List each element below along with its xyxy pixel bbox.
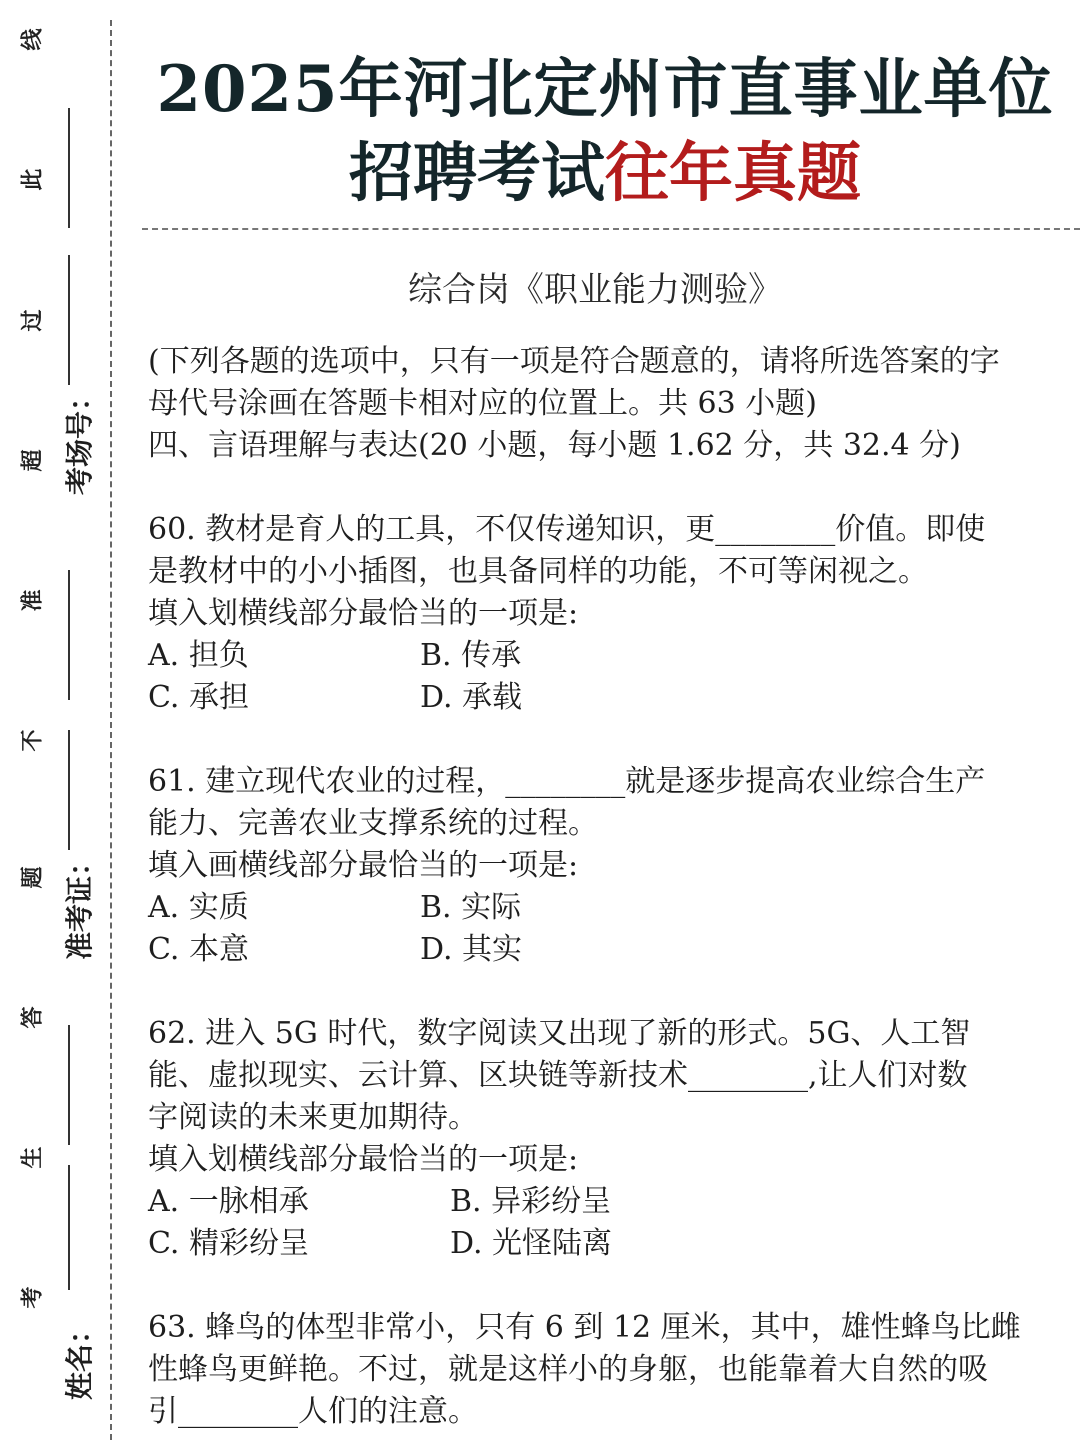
option-c: C. 精彩纷呈 [148,1226,309,1261]
option-d: D. 光怪陆离 [450,1226,613,1261]
option-b: B. 异彩纷呈 [450,1184,612,1219]
option-c: C. 本意 [148,932,249,967]
margin-line [68,730,70,850]
exam-subtitle: 综合岗《职业能力测验》 [408,270,782,310]
fold-dashed-line [110,20,112,1440]
option-d: D. 承载 [420,680,523,715]
question-text: 能、虚拟现实、云计算、区块链等新技术________,让人们对数 [148,1058,968,1093]
title-red-part: 往年真题 [605,136,861,211]
margin-char: 考 [20,1286,46,1309]
title-dark-part: 招聘考试 [349,136,605,211]
margin-char: 答 [20,1006,46,1029]
option-b: B. 传承 [420,638,522,673]
question-prompt: 填入划横线部分最恰当的一项是: [148,1142,579,1177]
margin-char: 线 [20,28,46,51]
name-label: 姓名： [63,1315,96,1400]
section-heading: 四、言语理解与表达(20 小题，每小题 1.62 分，共 32.4 分) [148,428,961,463]
question-text: 性蜂鸟更鲜艳。不过，就是这样小的身躯，也能靠着大自然的吸 [148,1352,988,1387]
question-63 [148,1307,1048,1433]
margin-line [68,1025,70,1145]
margin-line [68,108,70,228]
option-a: A. 一脉相承 [148,1184,309,1219]
margin-char: 此 [20,168,46,191]
header-divider [142,228,1080,230]
page-title-line2 [130,122,1080,214]
question-text: 63. 蜂鸟的体型非常小，只有 6 到 12 厘米，其中，雄性蜂鸟比雌 [148,1310,1021,1345]
question-text: 是教材中的小小插图，也具备同样的功能，不可等闲视之。 [148,554,928,589]
question-text: 62. 进入 5G 时代，数字阅读又出现了新的形式。5G、人工智 [148,1016,971,1051]
admission-label: 准考证： [63,847,96,960]
question-60 [148,509,1048,719]
question-prompt: 填入画横线部分最恰当的一项是: [148,848,579,883]
question-prompt: 填入划横线部分最恰当的一项是: [148,596,579,631]
option-a: A. 担负 [148,638,249,673]
margin-char: 不 [20,729,46,752]
question-text: 字阅读的未来更加期待。 [148,1100,478,1135]
question-text: 引________人们的注意。 [148,1394,478,1429]
margin-line [68,570,70,700]
binding-margin [0,0,120,1443]
instruction-line: (下列各题的选项中，只有一项是符合题意的，请将所选答案的字 [148,344,1000,379]
margin-char: 生 [20,1146,46,1169]
page-title-line1: 2025年河北定州市直事业单位 [156,52,1054,127]
question-text: 60. 教材是育人的工具，不仅传递知识，更________价值。即使 [148,512,986,547]
margin-char: 超 [20,449,46,472]
question-text: 61. 建立现代农业的过程，________就是逐步提高农业综合生产 [148,764,986,799]
margin-char: 过 [20,309,46,332]
question-61 [148,761,1048,971]
option-b: B. 实际 [420,890,522,925]
margin-char: 题 [20,866,46,889]
margin-line [68,1165,70,1290]
option-c: C. 承担 [148,680,249,715]
option-d: D. 其实 [420,932,523,967]
margin-char: 准 [20,589,46,612]
option-a: A. 实质 [148,890,249,925]
question-62 [148,1013,1048,1265]
question-text: 能力、完善农业支撑系统的过程。 [148,806,598,841]
exam-room-label: 考场号： [63,382,96,495]
instruction-line: 母代号涂画在答题卡相对应的位置上。共 63 小题) [148,386,817,421]
exam-content [148,341,1048,1433]
margin-line [68,255,70,385]
